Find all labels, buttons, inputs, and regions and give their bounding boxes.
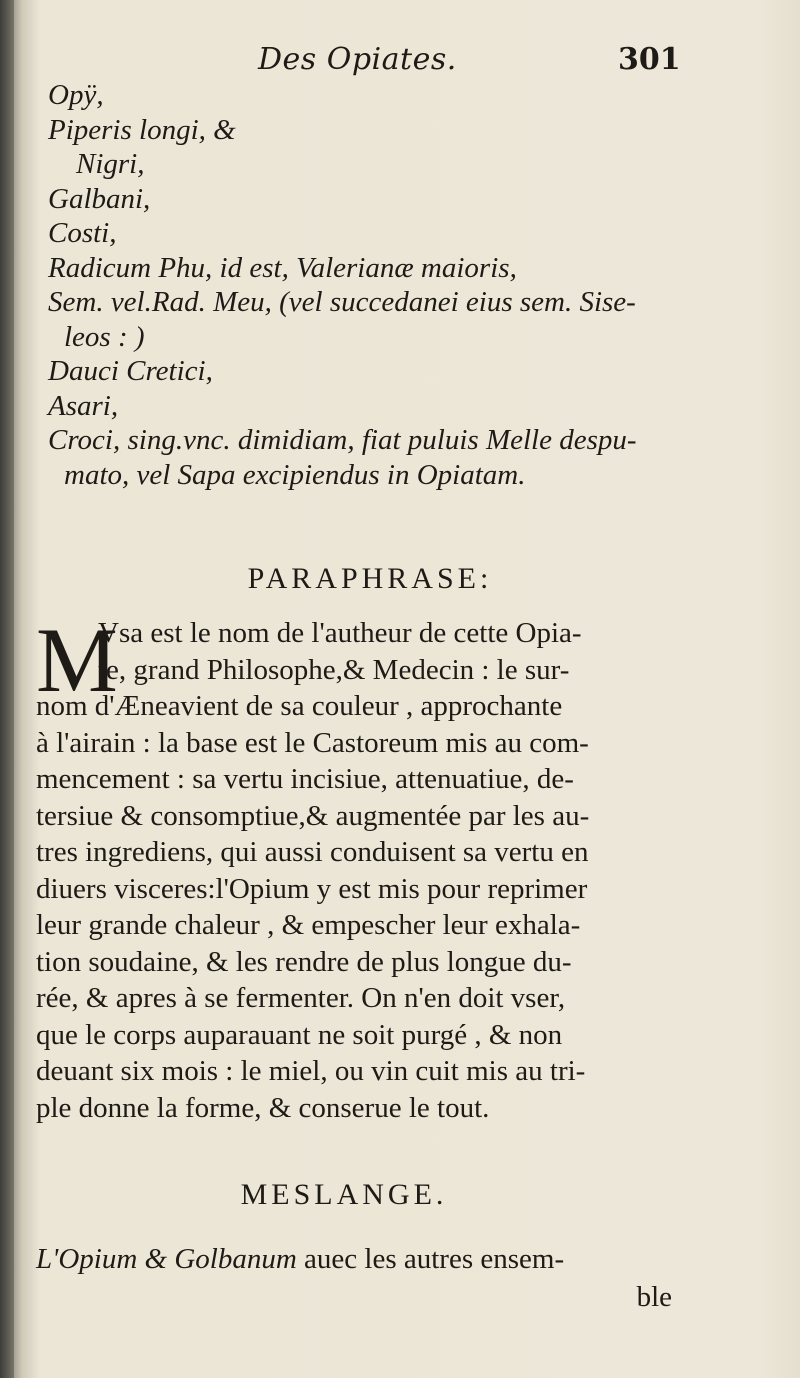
paraphrase-line: tres ingrediens, qui aussi conduisent sa vertu en <box>36 836 589 868</box>
recipe-line: Sem. vel.Rad. Meu, (vel succedanei eius sem. Sise- <box>48 286 636 318</box>
recipe-line: Asari, <box>48 389 119 422</box>
paraphrase-line: deuant six mois : le miel, ou vin cuit mis au tri- <box>36 1055 586 1087</box>
meslange-line: ble <box>636 1281 672 1313</box>
recipe-line: Costi, <box>48 217 117 249</box>
meslange-italic-phrase: L'Opium & Golbanum <box>36 1243 297 1275</box>
paraphrase-line: Vsa est le nom de l'autheur de cette Opia- <box>98 617 582 649</box>
meslange-heading: MESLANGE. <box>240 1178 448 1211</box>
paraphrase-heading: PARAPHRASE: <box>247 562 493 595</box>
meslange-body <box>36 1240 672 1316</box>
paraphrase-line: tion soudaine, & les rendre de plus longue du- <box>36 945 572 978</box>
book-spine-shadow <box>0 0 14 1378</box>
recipe-line: Nigri, <box>76 148 145 180</box>
paraphrase-line: tersiue & consomptiue,& augmentée par les au- <box>36 799 590 832</box>
page-number: 301 <box>618 42 681 77</box>
paraphrase-line: mencement : sa vertu incisiue, attenuatiue, de- <box>36 763 574 795</box>
drop-cap-letter: M <box>36 609 118 711</box>
paraphrase-line: diuers visceres:l'Opium y est mis pour reprimer <box>36 872 588 905</box>
recipe-line: mato, vel Sapa excipiendus in Opiatam. <box>64 458 526 491</box>
recipe-ingredients-list <box>48 78 728 492</box>
paraphrase-line: à l'airain : la base est le Castoreum mis au com- <box>36 726 589 759</box>
recipe-line: leos : ) <box>64 320 145 353</box>
recipe-line: Croci, sing.vnc. dimidiam, fiat puluis Melle despu- <box>48 424 637 456</box>
paraphrase-line: ple donne la forme, & conserue le tout. <box>36 1091 490 1124</box>
paraphrase-body <box>36 609 686 1126</box>
paraphrase-line: rée, & apres à se fermenter. On n'en doit vser, <box>36 982 566 1014</box>
recipe-line: Galbani, <box>48 182 151 215</box>
running-title: Des Opiates. <box>258 42 457 77</box>
paraphrase-line: te, grand Philosophe,& Medecin : le sur- <box>98 653 570 686</box>
recipe-line: Opÿ, <box>48 79 104 111</box>
meslange-line <box>36 1240 672 1278</box>
paraphrase-line: que le corps auparauant ne soit purgé , & non <box>36 1018 563 1051</box>
meslange-line-rest: auec les autres ensem- <box>296 1243 565 1275</box>
recipe-line: Piperis longi, & <box>48 113 236 146</box>
paraphrase-line: nom d'Æneavient de sa couleur , approchante <box>36 690 563 722</box>
paraphrase-line: leur grande chaleur , & empescher leur exhala- <box>36 909 581 941</box>
recipe-line: Dauci Cretici, <box>48 355 213 387</box>
recipe-line: Radicum Phu, id est, Valerianæ maioris, <box>48 251 517 284</box>
